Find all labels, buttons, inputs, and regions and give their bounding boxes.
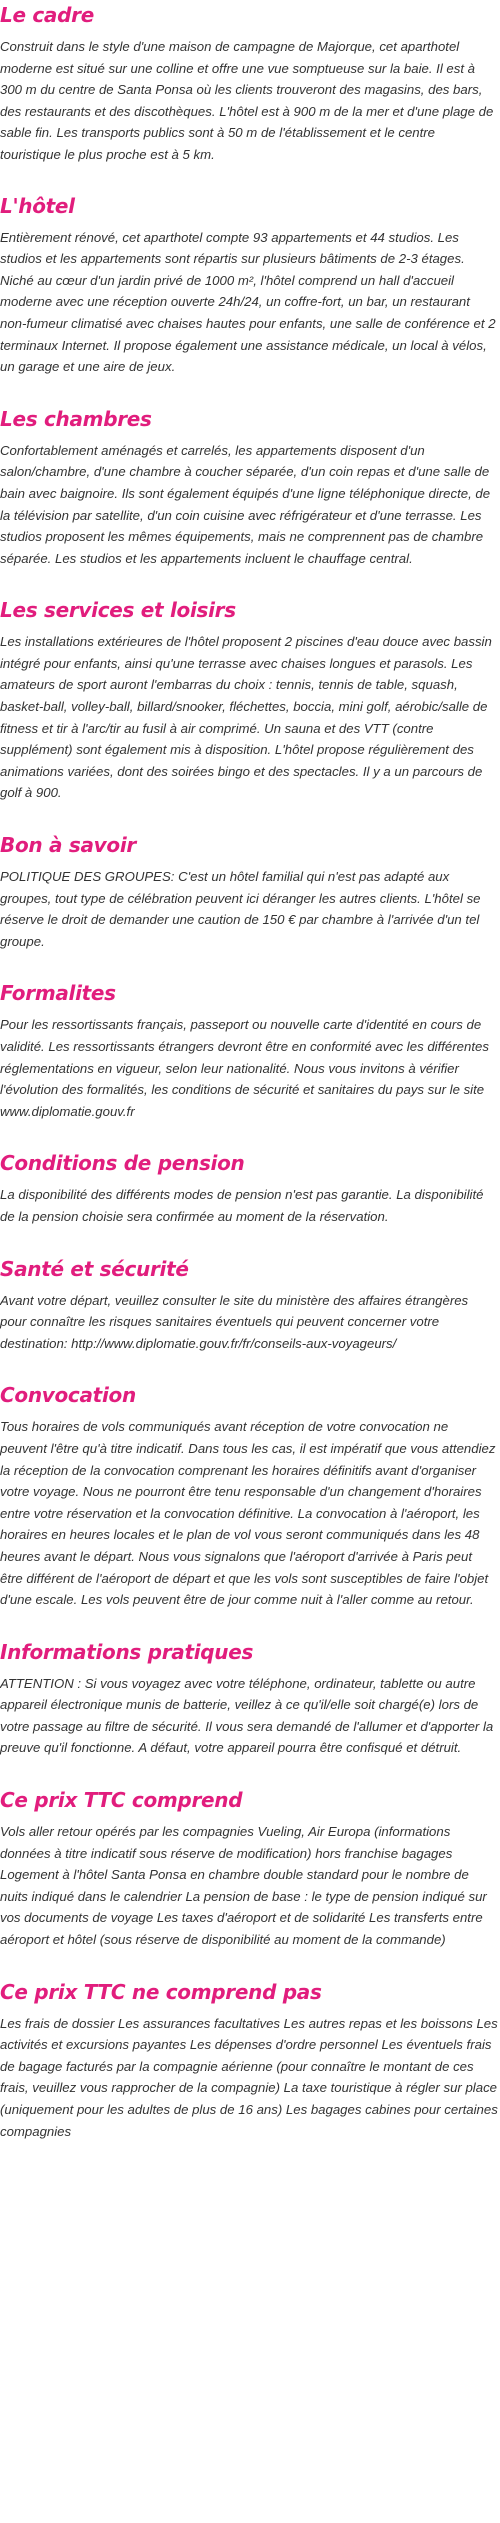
section-body: Les frais de dossier Les assurances facultatives Les autres repas et les boissons Les activités et excursions payantes Les dépenses d'ordre personnel Les éventuels frais de bagage facturés par la compagnie aérienne (pour connaître le montant de ces frais, veuillez vous rapprocher de la compagnie) La taxe touristique à régler sur place (uniquement pour les adultes de plus de 16 ans) Les bagages cabines pour certaines compagnies xyxy=(0,2015,498,2139)
section-title: Les chambres xyxy=(0,406,152,431)
section-title: L'hôtel xyxy=(0,193,75,218)
section-title: Informations pratiques xyxy=(0,1639,254,1664)
section-title: Les services et loisirs xyxy=(0,598,236,623)
section-body: Pour les ressortissants français, passeport ou nouvelle carte d'identité en cours de validité. Les ressortissants étrangers devront être en conformité avec les différentes réglementations en vigueur, selon leur nationalité. Nous vous invitons à vérifier l'évolution des formalités, les conditions de sécurité et sanitaires du pays sur le site www.diplomatie.gouv.fr xyxy=(0,1017,489,1119)
section-body: La disponibilité des différents modes de pension n'est pas garantie. La disponibilité de la pension choisie sera confirmée au moment de la réservation. xyxy=(0,1187,484,1224)
section-title: Bon à savoir xyxy=(0,833,136,858)
section-body: Vols aller retour opérés par les compagnies Vueling, Air Europa (informations données à titre indicatif sous réserve de modification) hors franchise bagages Logement à l'hôtel Santa Ponsa en chambre double standard pour le nombre de nuits indiqué dans le calendrier La pension de base : le type de pension indiqué sur vos documents de voyage Les taxes d'aéroport et de solidarité Les transferts entre aéroport et hôtel (sous réserve de disponibilité au moment de la commande) xyxy=(0,1824,487,1948)
section-body: Les installations extérieures de l'hôtel proposent 2 piscines d'eau douce avec bassin intégré pour enfants, ainsi qu'une terrasse avec chaises longues et parasols. Les amateurs de sport auront l'embarras du choix : tennis, tennis de table, squash, basket-ball, volley-ball, billard/snooker, fléchettes, boccia, mini golf, aérobic/salle de fitness et tir à l'arc/tir au fusil à air comprimé. Un sauna et des VTT (contre supplément) sont également mis à disposition. L'hôtel propose régulièrement des animations variées, dont des soirées bingo et des spectacles. Il y a un parcours de golf à 900. xyxy=(0,634,492,801)
section-conditions-pension xyxy=(0,1148,500,1227)
section-title: Santé et sécurité xyxy=(0,1256,189,1281)
section-body: Confortablement aménagés et carrelés, les appartements disposent d'un salon/chambre, d'une chambre à coucher séparée, d'un coin repas et d'une salle de bain avec baignoire. Ils sont également équipés d'une ligne téléphonique directe, de la télévision par satellite, d'un coin cuisine avec réfrigérateur et d'une terrasse. Les studios proposent les mêmes équipements, mais ne comprennent pas de chambre séparée. Les studios et les appartements incluent le chauffage central. xyxy=(0,442,491,566)
section-l-hotel xyxy=(0,191,500,378)
section-sante-securite xyxy=(0,1254,500,1355)
section-convocation xyxy=(0,1380,500,1610)
section-body: POLITIQUE DES GROUPES: C'est un hôtel familial qui n'est pas adapté aux groupes, tout type de célébration peuvent ici déranger les autres clients. L'hôtel se réserve le droit de demander une caution de 150 € par chambre à l'arrivée d'un tel groupe. xyxy=(0,869,481,949)
section-bon-a-savoir xyxy=(0,830,500,952)
section-body: Avant votre départ, veuillez consulter le site du ministère des affaires étrangères pour connaître les risques sanitaires éventuels qui peuvent concerner votre destination: http://www.diplomatie.gouv.fr/fr/conseils-aux-voyageurs/ xyxy=(0,1292,469,1351)
section-formalites xyxy=(0,978,500,1122)
section-body: Tous horaires de vols communiqués avant réception de votre convocation ne peuvent l'être qu'à titre indicatif. Dans tous les cas, il est impératif que vous attendiez la réception de la convocation comprenant les horaires définitifs avant d'organiser votre voyage. Nous ne pourront être tenu responsable d'un changement d'horaires entre votre réservation et la convocation définitive. La convocation à l'aéroport, les horaires en heures locales et le plan de vol vous seront communiqués dans les 48 heures avant le départ. Nous vous signalons que l'aéroport d'arrivée à Paris peut être différent de l'aéroport de départ et que les vols sont susceptibles de faire l'objet d'une escale. Les vols peuvent être de jour comme nuit à l'aller comme au retour. xyxy=(0,1419,496,1608)
section-title: Le cadre xyxy=(0,3,94,27)
section-prix-comprend xyxy=(0,1785,500,1951)
section-les-chambres xyxy=(0,404,500,570)
section-informations-pratiques xyxy=(0,1637,500,1759)
section-prix-ne-comprend-pas xyxy=(0,1977,500,2143)
section-title: Ce prix TTC comprend xyxy=(0,1788,243,1813)
section-le-cadre xyxy=(0,0,500,166)
section-services-loisirs xyxy=(0,595,500,804)
section-title: Conditions de pension xyxy=(0,1151,245,1176)
section-body: Entièrement rénové, cet aparthotel compte 93 appartements et 44 studios. Les studios et les appartements sont répartis sur plusieurs bâtiments de 2-3 étages. Niché au cœur d'un jardin privé de 1000 m², l'hôtel comprend un hall d'accueil moderne avec une réception ouverte 24h/24, un coffre-fort, un bar, un restaurant non-fumeur climatisé avec chaises hautes pour enfants, une salle de conférence et 2 terminaux Internet. Il propose également une assistance médicale, un local à vélos, un garage et une aire de jeux. xyxy=(0,229,496,375)
section-title: Ce prix TTC ne comprend pas xyxy=(0,1979,322,2004)
section-title: Convocation xyxy=(0,1383,136,1408)
section-title: Formalites xyxy=(0,981,116,1006)
section-body: ATTENTION : Si vous voyagez avec votre téléphone, ordinateur, tablette ou autre appareil électronique munis de batterie, veillez à ce qu'il/elle soit chargé(e) lors de votre passage au filtre de sécurité. Il vous sera demandé de l'allumer et d'apporter la preuve qu'il fonctionne. A défaut, votre appareil pourra être confisqué et détruit. xyxy=(0,1675,494,1756)
section-body: Construit dans le style d'une maison de campagne de Majorque, cet aparthotel moderne est situé sur une colline et offre une vue somptueuse sur la baie. Il est à 300 m du centre de Santa Ponsa où les clients trouveront des magasins, des bars, des restaurants et des discothèques. L'hôtel est à 900 m de la mer et d'une plage de sable fin. Les transports publics sont à 50 m de l'établissement et le centre touristique le plus proche est à 5 km. xyxy=(0,39,494,162)
